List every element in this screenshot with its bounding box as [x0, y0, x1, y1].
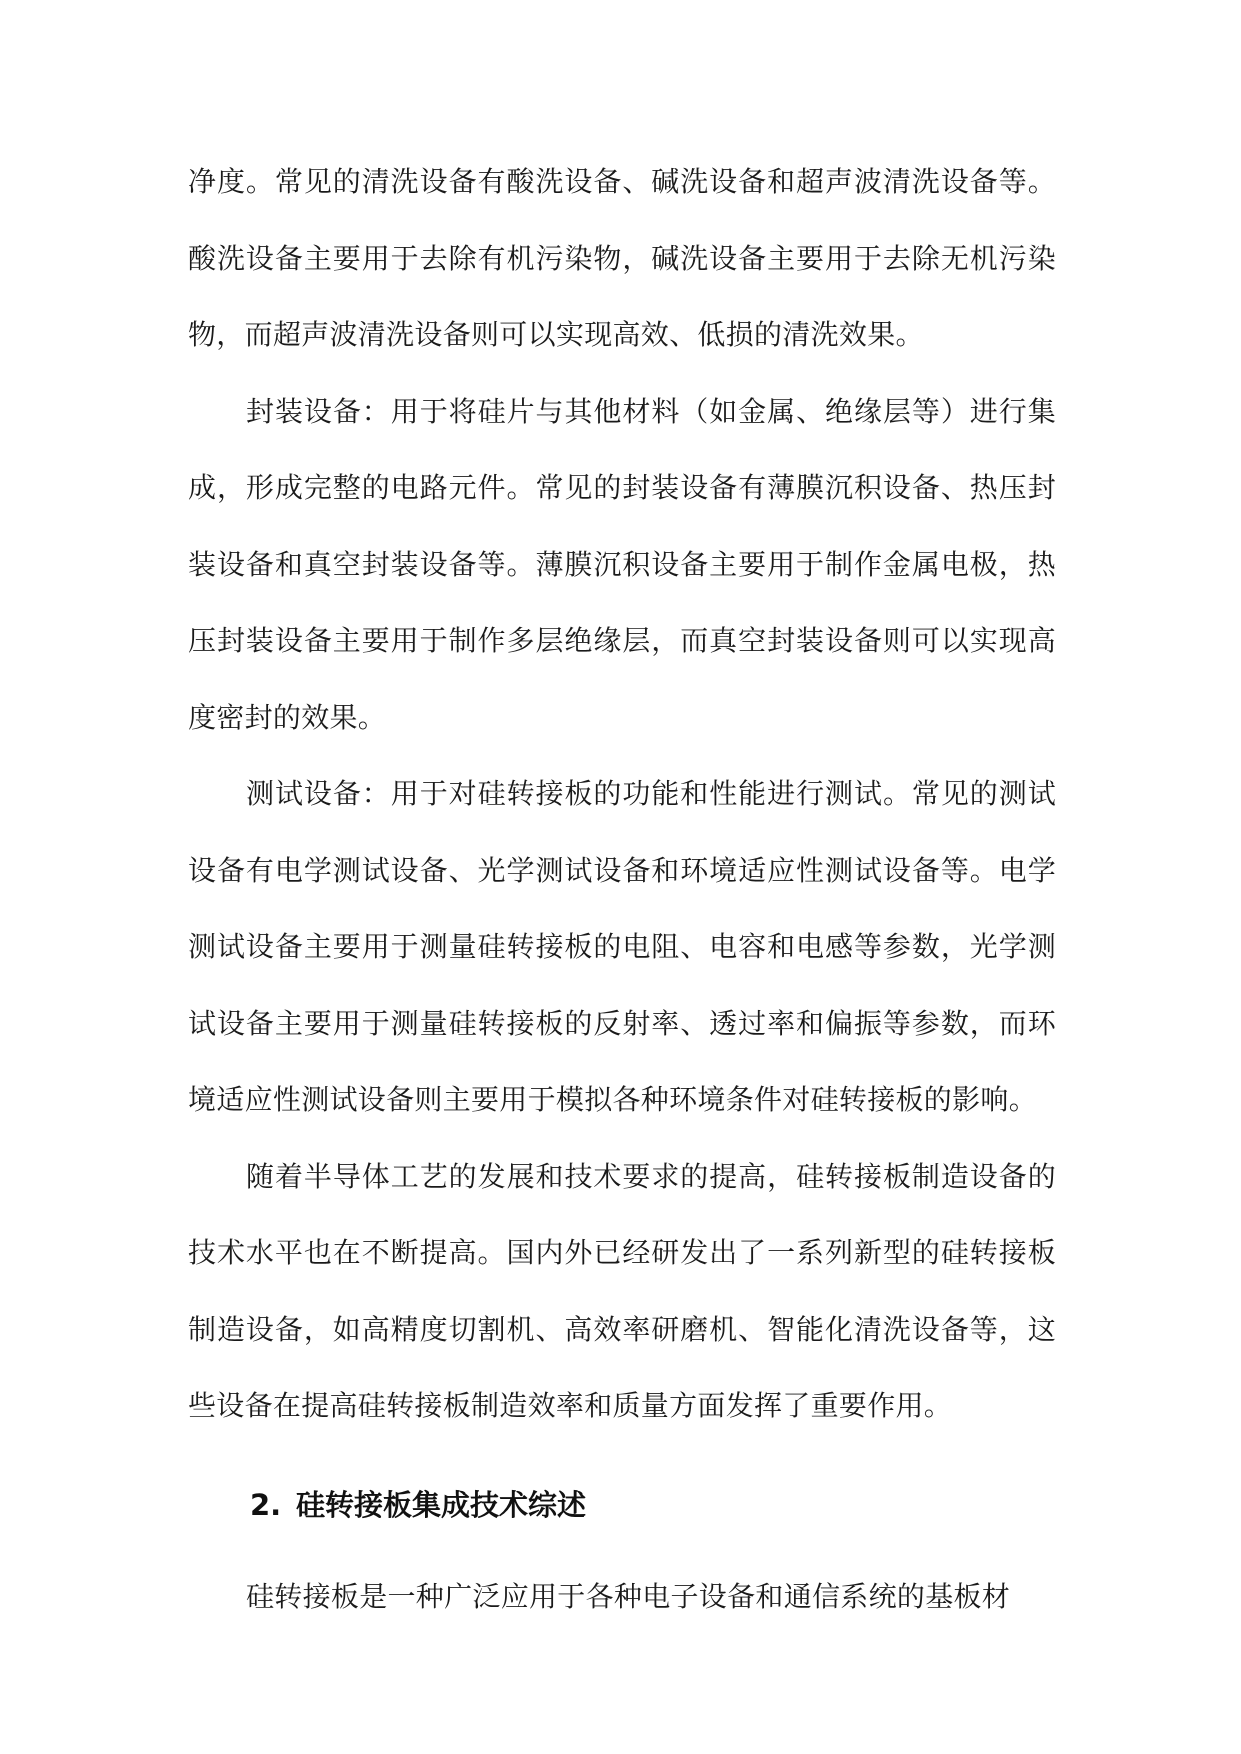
paragraph-equipment-development: 随着半导体工艺的发展和技术要求的提高，硅转接板制造设备的技术水平也在不断提高。国内外已经研发出了一系列新型的硅转接板制造设备，如高精度切割机、高效率研磨机、智能化清洗设备等，这些设备在提高硅转接板制造效率和质量方面发挥了重要作用。 [188, 1159, 1056, 1422]
section-title: 硅转接板集成技术综述 [296, 1487, 587, 1522]
paragraph-cleaning-equipment: 净度。常见的清洗设备有酸洗设备、碱洗设备和超声波清洗设备等。酸洗设备主要用于去除有机污染物，碱洗设备主要用于去除无机污染物，而超声波清洗设备则可以实现高效、低损的清洗效果。 [188, 165, 1056, 351]
section-heading [250, 1475, 1056, 1535]
paragraph-packaging-equipment: 封装设备：用于将硅片与其他材料（如金属、绝缘层等）进行集成，形成完整的电路元件。常见的封装设备有薄膜沉积设备、热压封装设备和真空封装设备等。薄膜沉积设备主要用于制作金属电极，热压封装设备主要用于制作多层绝缘层，而真空封装设备则可以实现高度密封的效果。 [188, 394, 1056, 734]
paragraph-testing-equipment: 测试设备：用于对硅转接板的功能和性能进行测试。常见的测试设备有电学测试设备、光学测试设备和环境适应性测试设备等。电学测试设备主要用于测量硅转接板的电阻、电容和电感等参数，光学测试设备主要用于测量硅转接板的反射率、透过率和偏振等参数，而环境适应性测试设备则主要用于模拟各种环境条件对硅转接板的影响。 [188, 777, 1056, 1116]
paragraph-interposer-intro: 硅转接板是一种广泛应用于各种电子设备和通信系统的基板材 [246, 1579, 1011, 1613]
document-body [188, 144, 1056, 1635]
section-number: 2. [250, 1487, 282, 1522]
